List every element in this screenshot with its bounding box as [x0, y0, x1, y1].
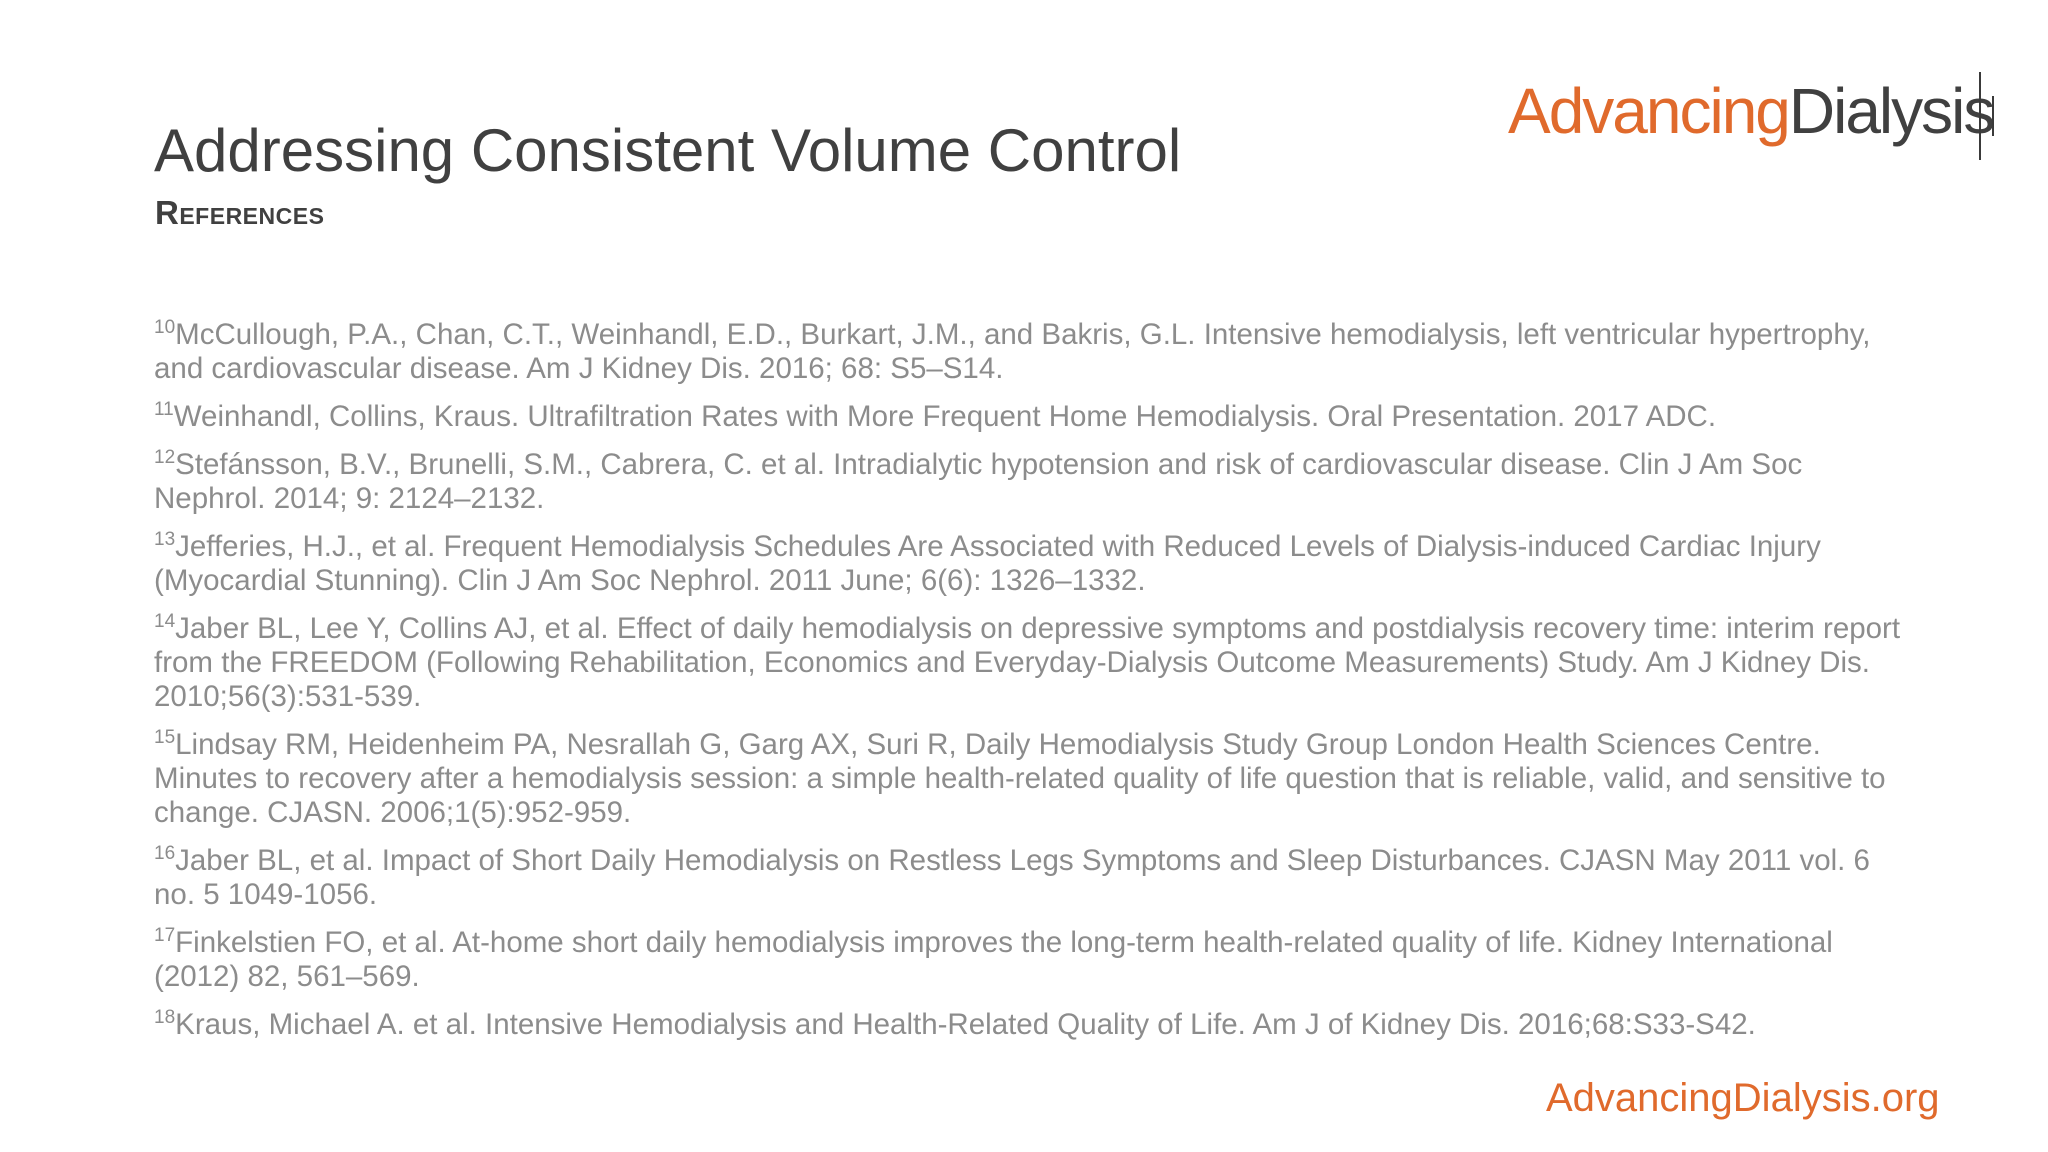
reference-item-10: [154, 318, 1914, 386]
reference-item-16: [154, 844, 1914, 912]
reference-text: Stefánsson, B.V., Brunelli, S.M., Cabrera, C. et al. Intradialytic hypotension and risk of cardiovascular disease. Clin J Am Soc Nephrol. 2014; 9: 2124–2132.: [154, 448, 1803, 515]
reference-text: Jaber BL, et al. Impact of Short Daily Hemodialysis on Restless Legs Symptoms and Sleep Disturbances. CJASN May 2011 vol. 6 no. 5 1049-1056.: [154, 844, 1870, 911]
reference-text: Jefferies, H.J., et al. Frequent Hemodialysis Schedules Are Associated with Reduced Levels of Dialysis-induced Cardiac Injury (Myocardial Stunning). Clin J Am Soc Nephrol. 2011 June; 6(6): 1326–1332.: [154, 530, 1821, 597]
reference-item-15: [154, 728, 1914, 830]
logo-wordmark: [1508, 76, 1993, 146]
reference-number: 18: [154, 1007, 176, 1028]
reference-list: [154, 318, 1914, 1056]
reference-item-11: [154, 400, 1914, 434]
logo-bar-mark: [1979, 72, 1981, 160]
reference-number: 12: [154, 447, 176, 468]
reference-item-14: [154, 612, 1914, 714]
footer-website-link[interactable]: AdvancingDialysis.org: [1546, 1076, 1940, 1120]
slide-subtitle: References: [155, 194, 325, 231]
reference-item-12: [154, 448, 1914, 516]
logo-word-advancing: Advancing: [1508, 75, 1789, 147]
logo-bar-mark-short: [1992, 96, 1994, 136]
reference-text: Weinhandl, Collins, Kraus. Ultrafiltration Rates with More Frequent Home Hemodialysis. Oral Presentation. 2017 ADC.: [173, 400, 1717, 433]
reference-number: 15: [154, 727, 176, 748]
reference-number: 14: [154, 611, 176, 632]
reference-item-13: [154, 530, 1914, 598]
reference-item-18: [154, 1008, 1914, 1042]
reference-number: 16: [154, 843, 176, 864]
reference-text: Finkelstien FO, et al. At-home short daily hemodialysis improves the long-term health-related quality of life. Kidney International (2012) 82, 561–569.: [154, 926, 1833, 993]
reference-item-17: [154, 926, 1914, 994]
reference-number: 13: [154, 529, 176, 550]
reference-text: Lindsay RM, Heidenheim PA, Nesrallah G, Garg AX, Suri R, Daily Hemodialysis Study Group London Health Sciences Centre. Minutes to recovery after a hemodialysis session: a simple health-related quality of life question that is reliable, valid, and sensitive to change. CJASN. 2006;1(5):952-959.: [154, 728, 1886, 829]
reference-number: 17: [154, 925, 176, 946]
logo-word-dialysis: Dialysis: [1788, 75, 1994, 147]
reference-number: 11: [154, 399, 174, 420]
advancing-dialysis-logo: [1508, 72, 2008, 164]
reference-number: 10: [154, 317, 176, 338]
reference-text: Kraus, Michael A. et al. Intensive Hemodialysis and Health-Related Quality of Life. Am J of Kidney Dis. 2016;68:S33-S42.: [175, 1008, 1756, 1041]
reference-text: McCullough, P.A., Chan, C.T., Weinhandl, E.D., Burkart, J.M., and Bakris, G.L. Intensive hemodialysis, left ventricular hypertrophy, and cardiovascular disease. Am J Kidney Dis. 2016; 68: S5–S14.: [154, 318, 1871, 385]
reference-text: Jaber BL, Lee Y, Collins AJ, et al. Effect of daily hemodialysis on depressive symptoms and postdialysis recovery time: interim report from the FREEDOM (Following Rehabilitation, Economics and Everyday-Dialysis Outcome Measurements) Study. Am J Kidney Dis. 2010;56(3):531-539.: [154, 612, 1901, 713]
slide-title: Addressing Consistent Volume Control: [154, 117, 1182, 184]
